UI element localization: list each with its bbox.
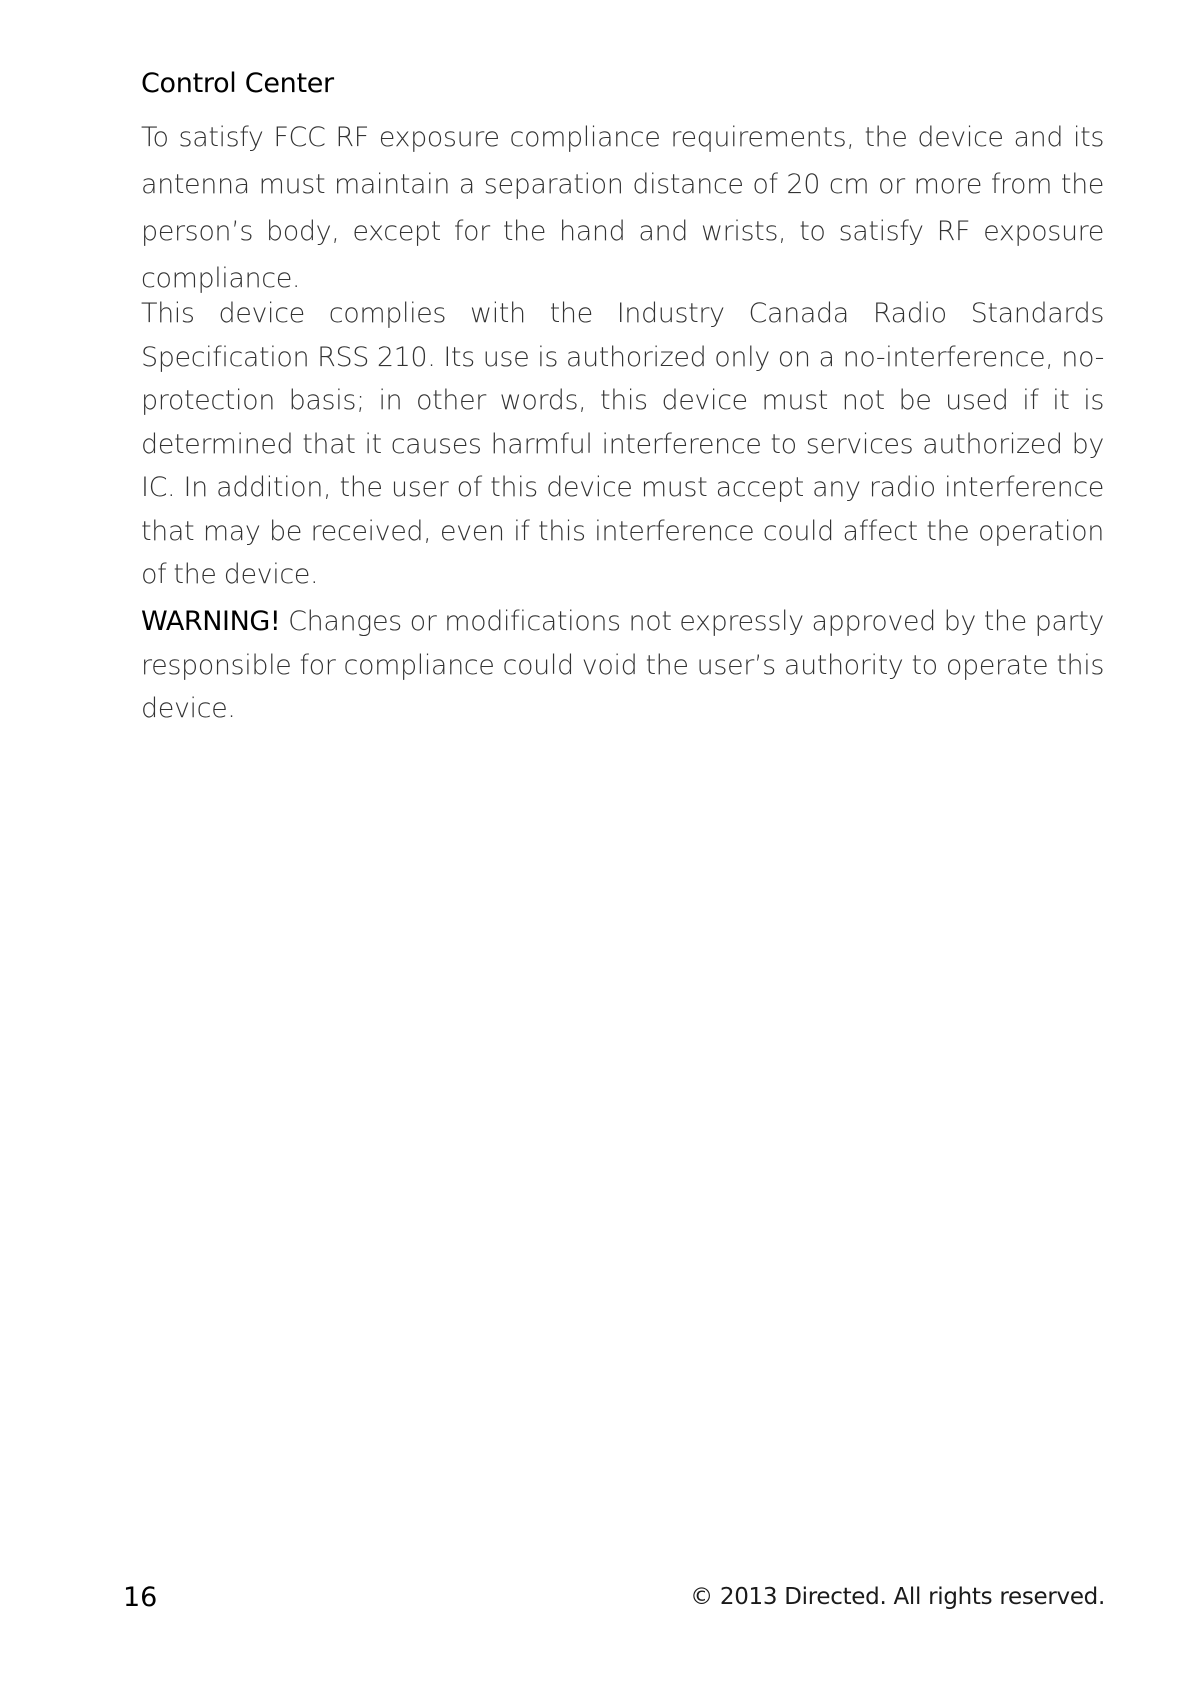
- page-heading: Control Center: [141, 68, 334, 99]
- warning-text: Changes or modifications not expressly approved by the party responsible for compliance could void the user’s authority to operate this device.: [141, 606, 1104, 724]
- warning-label: WARNING!: [141, 606, 281, 637]
- industry-canada-paragraph: This device complies with the Industry Canada Radio Standards Specification RSS 210. Its use is authorized only on a no-interference, no-protection basis; in other words, this device must not be used if it is determined that it causes harmful interference to services authorized by IC. In addition, the user of this device must accept any radio interference that may be received, even if this interference could affect the operation of the device.: [141, 298, 1104, 590]
- copyright-notice: © 2013 Directed. All rights reserved.: [690, 1584, 1105, 1610]
- fcc-exposure-paragraph: To satisfy FCC RF exposure compliance requirements, the device and its antenna must maintain a separation distance of 20 cm or more from the person’s body, except for the hand and wrists, to satisfy RF exposure compliance.: [141, 122, 1104, 294]
- page-number: 16: [123, 1582, 158, 1613]
- warning-paragraph: [141, 600, 1104, 731]
